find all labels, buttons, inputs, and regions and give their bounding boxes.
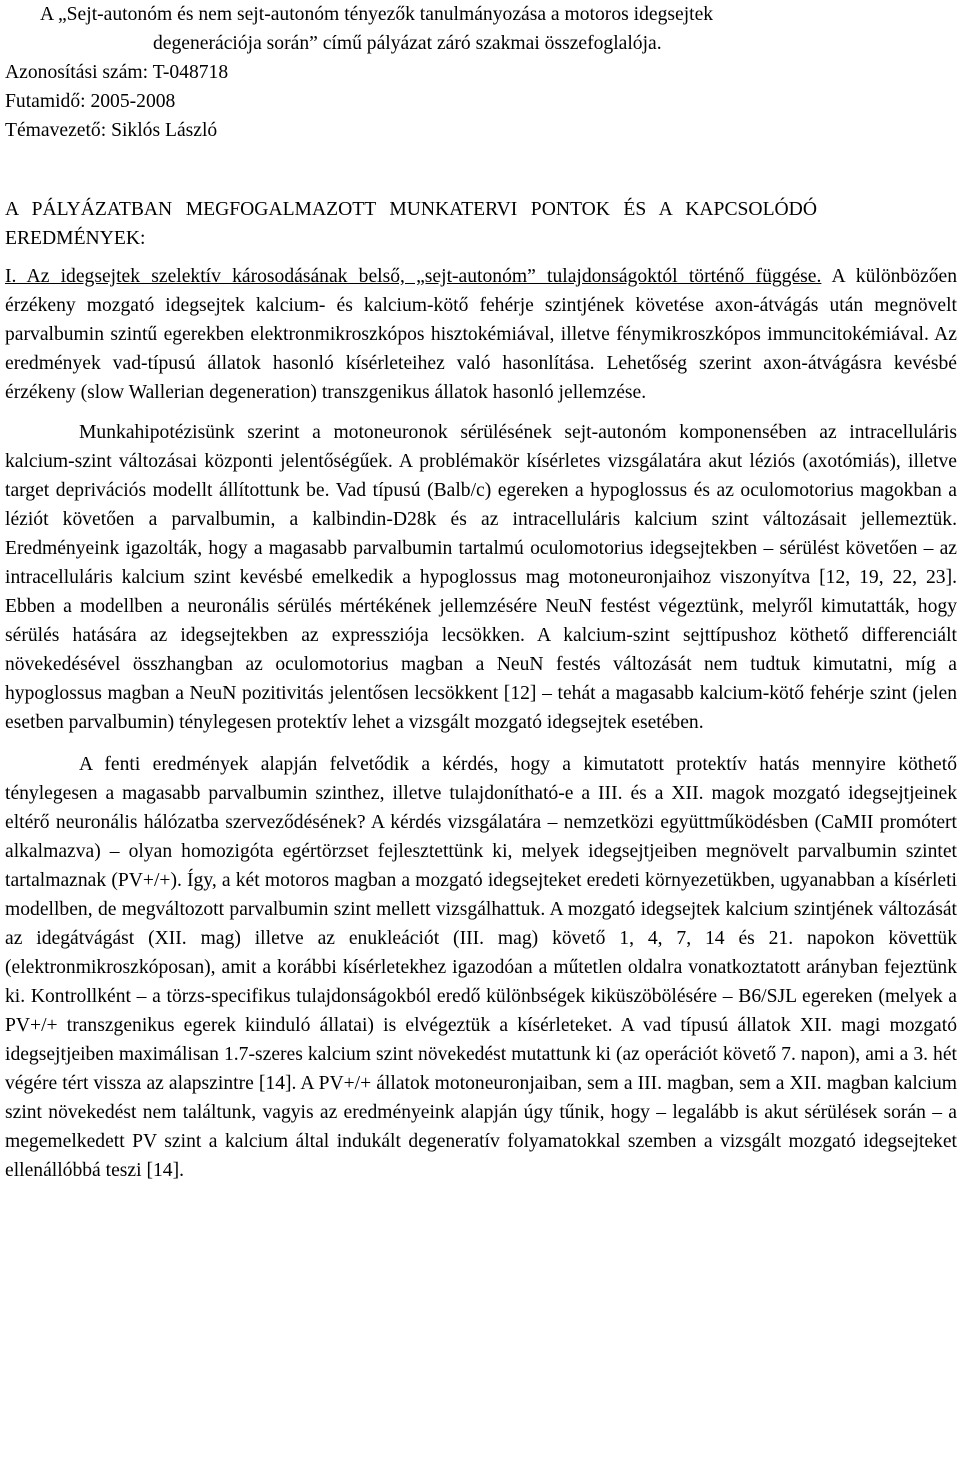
document-page — [5, 0, 957, 1185]
grant-duration: Futamidő: 2005-2008 — [5, 91, 176, 112]
project-leader: Témavezető: Siklós László — [5, 120, 218, 141]
body-paragraph-3: A fenti eredmények alapján felvetődik a kérdés, hogy a kimutatott protektív hatás mennyire köthető ténylegesen a magasabb parvalbumin szinthez, illetve tulajdonítható-e a III. és a XII. magok mozgató idegsejtjeinek eltérő neuronális hálózatba szerveződésének? A kérdés vizsgálatára – nemzetközi együttműködésben (CaMII promótert alkalmazva) – olyan homozigóta egértörzset fejlesztettünk ki, melyek idegsejtjeiben megnövelt parvalbumin szintet tartalmaznak (PV+/+). Így, a két motoros magban a mozgató idegsejteket eredeti környezetükben, ugyanabban a kísérleti modellben, de megváltozott parvalbumin szint mellett vizsgálhattuk. A mozgató idegsejtek kalcium szintjének változását az idegátvágást (XII. mag) illetve az enukleációt (III. mag) követő 1, 4, 7, 14 és 21. napokon követtük (elektronmikroszkóposan), amit a korábbi kísérletekhez igazodóan a műtetlen oldalra vonatkoztatott arányban fejeztünk ki. Kontrollként – a törzs-specifikus tulajdonságokból eredő különbségek kiküszöbölésére – B6/SJL egereken (melyek a PV+/+ transzgenikus egerek kiinduló állatai) is elvégeztük a kísérleteket. A vad típusú állatok XII. magi mozgató idegsejtjeiben maximálisan 1.7-szeres kalcium szint növekedést mutattunk ki (az operációt követő 7. napon), ami a 3. hét végére tért vissza az alapszintre [14]. A PV+/+ állatok motoneuronjaiban, sem a III. magban, sem a XII. magban kalcium szint növekedést nem találtunk, vagyis az eredményeink alapján úgy tűnik, hogy – legalább is akut sérülések során – a megemelkedett PV szint a kalcium által indukált degeneratív folyamatokkal szemben a vizsgált mozgató idegsejteket ellenállóbbá teszi [14]. — [5, 754, 957, 1181]
section-1-paragraph — [5, 262, 957, 407]
body-paragraph-2: Munkahipotézisünk szerint a motoneuronok sérülésének sejt-autonóm komponensében az intracelluláris kalcium-szint változásai központi jelentőségűek. A problémakör kísérletes vizsgálatára akut léziós (axotómiás), illetve target deprivációs modellt állítottunk be. Vad típusú (Balb/c) egereken a hypoglossus és az oculomotorius magokban a léziót követően a parvalbumin, a kalbindin-D28k és az intracelluláris kalcium szint változásait jellemeztük. Eredményeink igazolták, hogy a magasabb parvalbumin tartalmú oculomotorius idegsejtekben – sérülést követően – az intracelluláris kalcium szint kevésbé emelkedik a hypoglossus mag motoneuronjaihoz viszonyítva [12, 19, 22, 23]. Ebben a modellben a neuronális sérülés mértékének jellemzésére NeuN festést végeztünk, melyről kimutatták, hogy sérülés hatására az idegsejtekben az expressziója lecsökken. A kalcium-szint sejttípushoz köthető differenciált növekedésével összhangban az oculomotorius magban a NeuN festés változását nem tudtuk kimutatni, míg a hypoglossus magban a NeuN pozitivitás jelentősen lecsökkent [12] – tehát a magasabb kalcium-kötő fehérje szint (jelen esetben parvalbumin) ténylegesen protektív lehet a vizsgált mozgató idegsejtek esetében. — [5, 422, 957, 733]
section-1-intro: A különbözően érzékeny mozgató idegsejtek kalcium- és kalcium-kötő fehérje szintjének követése axon-átvágás után megnövelt parvalbumin szintű egerekben elektronmikroszkópos hisztokémiával, illetve fénymikroszkópos immuncitokémiával. Az eredmények vad-típusú állatok hasonló kísérleteihez való hasonlítása. Lehetőség szerint axon-átvágásra kevésbé érzékeny (slow Wallerian degeneration) transzgenikus állatok hasonló jellemzése. — [5, 266, 958, 403]
document-title-line-2: degenerációja során” című pályázat záró szakmai összefoglalója. — [153, 33, 662, 54]
grant-id: Azonosítási szám: T-048718 — [5, 62, 229, 83]
document-title-line-1: A „Sejt-autonóm és nem sejt-autonóm tényezők tanulmányozása a motoros idegsejtek — [40, 4, 714, 25]
section-1-title: I. Az idegsejtek szelektív károsodásának belső, „sejt-autonóm” tulajdonságoktól történő függése. — [5, 266, 822, 287]
section-heading: A PÁLYÁZATBAN MEGFOGALMAZOTT MUNKATERVI PONTOK ÉS A KAPCSOLÓDÓ EREDMÉNYEK: — [5, 199, 817, 249]
